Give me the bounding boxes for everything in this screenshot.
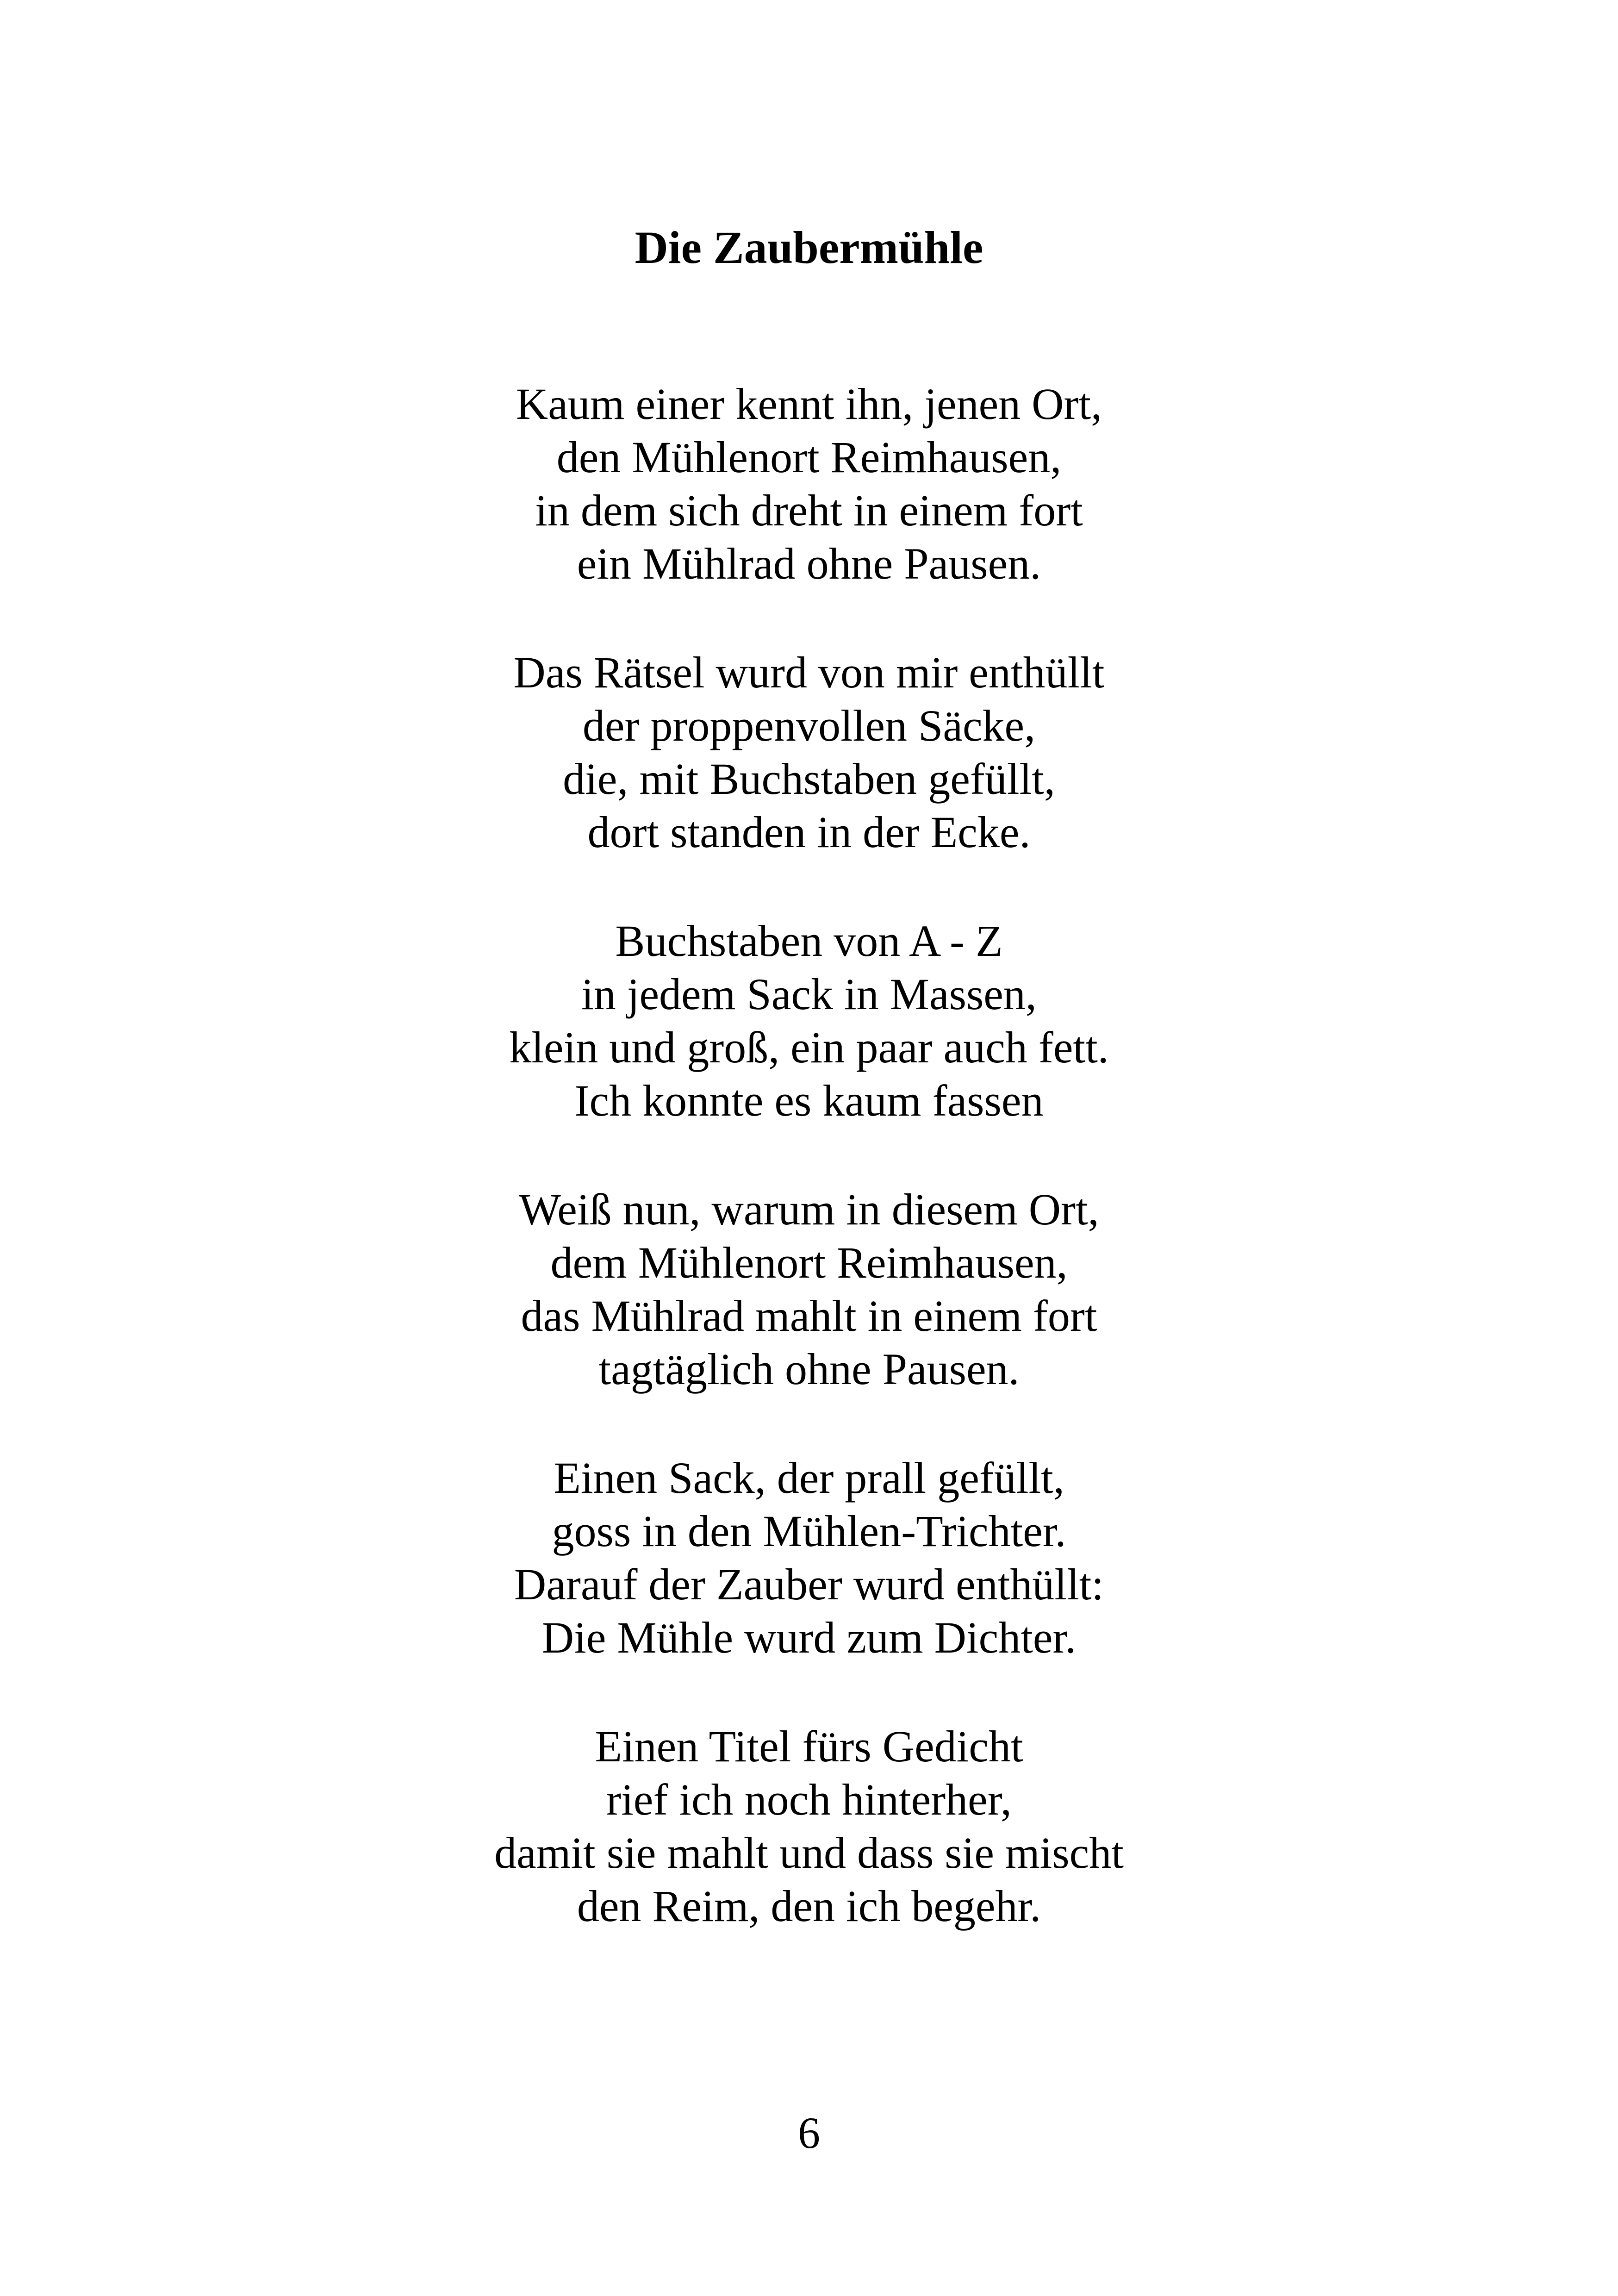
poem-line: ein Mühlrad ohne Pausen. [577, 539, 1041, 588]
stanza-6 [0, 1720, 1618, 1933]
poem-line: dort standen in der Ecke. [587, 807, 1031, 857]
page-title: Die Zaubermühle [635, 222, 983, 273]
poem-line: Einen Sack, der prall gefüllt, [554, 1453, 1064, 1503]
poem-line: in dem sich dreht in einem fort [535, 486, 1083, 535]
poem-line: Weiß nun, warum in diesem Ort, [519, 1185, 1099, 1234]
stanza-5 [0, 1451, 1618, 1664]
poem-line: tagtäglich ohne Pausen. [598, 1344, 1020, 1394]
poem-line: den Mühlenort Reimhausen, [556, 432, 1062, 482]
stanza-3 [0, 914, 1618, 1127]
poem-line: goss in den Mühlen-Trichter. [552, 1506, 1066, 1556]
poem-line: klein und groß, ein paar auch fett. [509, 1023, 1109, 1072]
poem-line: Kaum einer kennt ihn, jenen Ort, [516, 379, 1102, 429]
poem-body [0, 377, 1618, 1988]
stanza-1 [0, 377, 1618, 590]
poem-line: dem Mühlenort Reimhausen, [550, 1238, 1068, 1287]
stanza-4 [0, 1183, 1618, 1396]
poem-line: rief ich noch hinterher, [606, 1775, 1012, 1824]
poem-line: damit sie mahlt und dass sie mischt [494, 1828, 1124, 1878]
poem-line: den Reim, den ich begehr. [577, 1881, 1041, 1931]
poem-line: Einen Titel fürs Gedicht [595, 1722, 1023, 1771]
poem-line: Darauf der Zauber wurd enthüllt: [514, 1560, 1104, 1609]
poem-line: das Mühlrad mahlt in einem fort [521, 1291, 1097, 1341]
poem-line: Buchstaben von A - Z [615, 916, 1003, 966]
poem-line: Das Rätsel wurd von mir enthüllt [513, 648, 1105, 697]
poem-line: die, mit Buchstaben gefüllt, [563, 754, 1055, 804]
page-number: 6 [798, 2108, 820, 2158]
poem-line: in jedem Sack in Massen, [581, 969, 1037, 1019]
poem-line: der proppenvollen Säcke, [582, 701, 1036, 750]
poem-line: Ich konnte es kaum fassen [574, 1076, 1044, 1125]
poem-line: Die Mühle wurd zum Dichter. [541, 1613, 1077, 1662]
stanza-2 [0, 646, 1618, 859]
